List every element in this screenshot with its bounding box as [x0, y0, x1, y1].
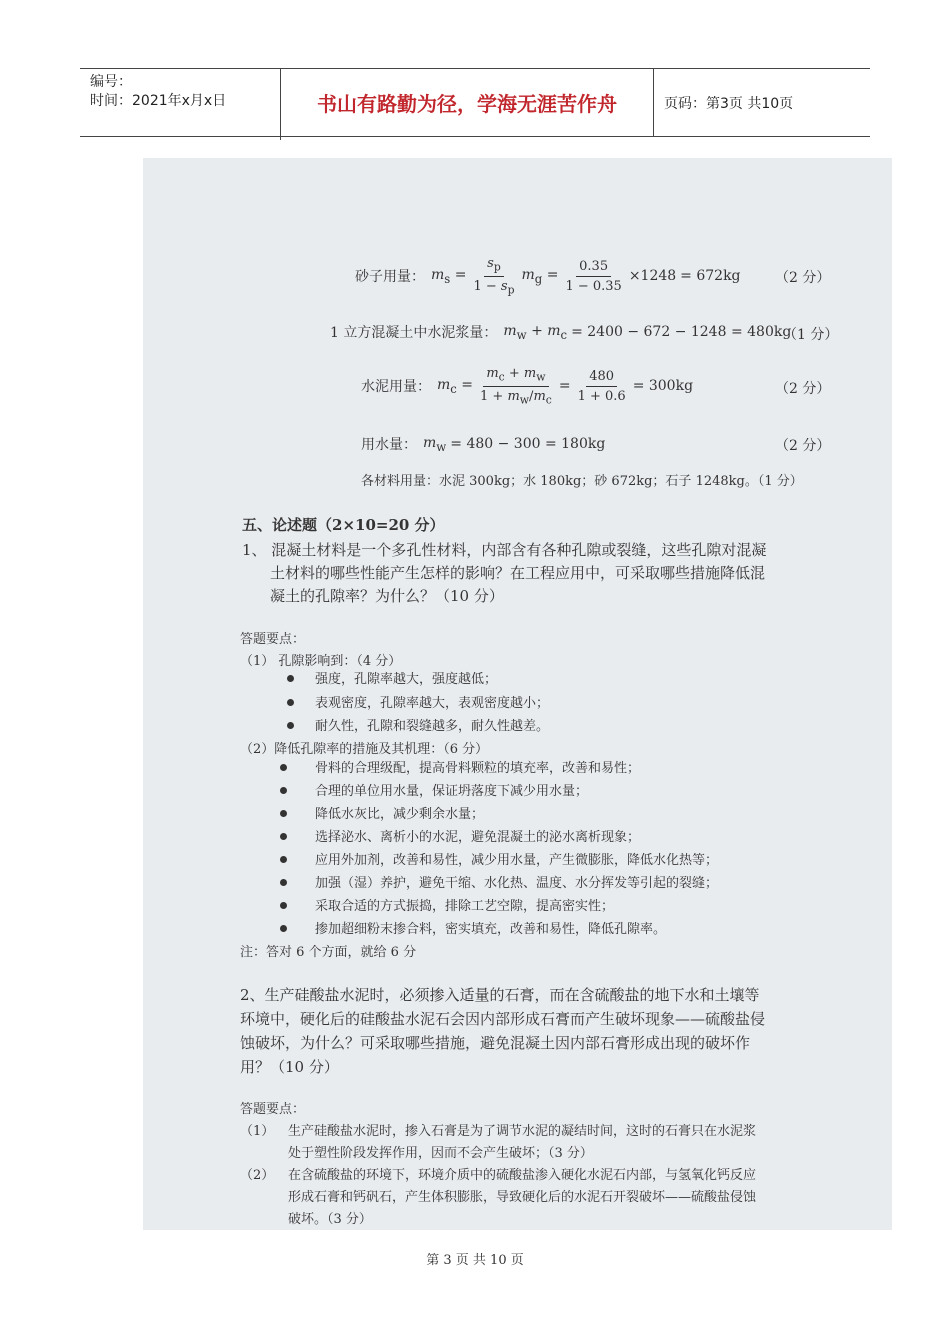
a2-item-num: （2）: [240, 1168, 275, 1183]
water-eq: = 480 − 300 = 180kg: [450, 436, 606, 452]
measure-item: 骨料的合理级配，提高骨料颗粒的填充率，改善和易性；: [315, 761, 641, 776]
measure-item: 应用外加剂，改善和易性，减少用水量，产生微膨胀，降低水化热等；: [315, 853, 719, 868]
paste-label: 1 立方混凝土中水泥浆量：: [330, 325, 498, 341]
answer-head: 答题要点：: [240, 1102, 306, 1117]
cement-num: 480: [586, 369, 617, 387]
a1-part2: （2）降低孔隙率的措施及其机理：（6 分）: [240, 742, 489, 757]
a2-item-line: 生产硅酸盐水泥时，掺入石膏是为了调节水泥的凝结时间，这时的石膏只在水泥浆: [288, 1124, 757, 1139]
q1-line: 1、 混凝土材料是一个多孔性材料，内部含有各种孔隙或裂缝，这些孔隙对混凝: [242, 541, 767, 559]
section-title: 五、论述题（2×10=20 分）: [242, 516, 445, 534]
a2-item-line: 形成石膏和钙矾石，产生体积膨胀，导致硬化后的水泥石开裂破坏——硫酸盐侵蚀: [288, 1190, 757, 1205]
code-label: 编号：: [90, 74, 132, 90]
page-footer: 第 3 页 共 10 页: [426, 1253, 524, 1268]
water-score: （2 分）: [775, 438, 831, 454]
a2-item-line: 处于塑性阶段发挥作用，因而不会产生破坏；（3 分）: [288, 1146, 593, 1161]
bullet-icon: [280, 787, 287, 794]
q1-line: 凝土的孔隙率？为什么？（10 分）: [270, 587, 504, 605]
paste-equation: 1 立方混凝土中水泥浆量： $m_w + m_c$ = 2400 − 672 − 1248 = 480kg: [330, 322, 792, 342]
bullet-icon: [280, 902, 287, 909]
a2-item-line: 破坏。（3 分）: [288, 1212, 372, 1227]
measure-item: 掺加超细粉末掺合料，密实填充，改善和易性，降低孔隙率。: [315, 922, 667, 937]
header-meta: [80, 69, 281, 140]
q2-line: 蚀破坏，为什么？可采取哪些措施，避免混凝土因内部石膏形成出现的破坏作: [240, 1034, 751, 1052]
effect-item: 耐久性，孔隙和裂缝越多，耐久性越差。: [315, 719, 550, 734]
paste-eq: = 2400 − 672 − 1248 = 480kg: [571, 324, 792, 340]
bullet-icon: [280, 925, 287, 932]
effect-item: 强度，孔隙率越大，强度越低；: [315, 672, 498, 687]
sand-result: = 672kg: [680, 268, 741, 285]
q2-line: 用？（10 分）: [240, 1058, 339, 1076]
bullet-icon: [280, 879, 287, 886]
bullet-icon: [287, 699, 294, 706]
sand-equation: 砂子用量： $m_s$ = $\frac{s_p}{1 - s_p}$ $m_g$ = $\frac{0.35}{1 - 0.35}$ ×1248 = 672kg: [355, 256, 741, 297]
a2-item-num: （1）: [240, 1124, 275, 1139]
bullet-icon: [287, 722, 294, 729]
a2-item-line: 在含硫酸盐的环境下，环境介质中的硫酸盐渗入硬化水泥石内部，与氢氧化钙反应: [288, 1168, 757, 1183]
sand-label: 砂子用量：: [355, 269, 425, 286]
measure-item: 采取合适的方式振捣，排除工艺空隙，提高密实性；: [315, 899, 615, 914]
q2-line: 2、生产硅酸盐水泥时，必须掺入适量的石膏，而在含硫酸盐的地下水和土壤等: [240, 986, 760, 1004]
q2-line: 环境中，硬化后的硅酸盐水泥石会因内部形成石膏而产生破坏现象——硫酸盐侵: [240, 1010, 766, 1028]
measure-item: 降低水灰比，减少剩余水量；: [315, 807, 485, 822]
bullet-icon: [287, 675, 294, 682]
effect-item: 表观密度，孔隙率越大，表观密度越小；: [315, 696, 550, 711]
materials-summary: 各材料用量：水泥 300kg；水 180kg；砂 672kg；石子 1248kg。（1 分）: [361, 474, 803, 489]
cement-label: 水泥用量：: [361, 379, 431, 396]
cement-score: （2 分）: [775, 381, 831, 397]
header-page-label: 页码：第3页 共10页: [664, 95, 794, 112]
bullet-icon: [280, 833, 287, 840]
a1-part1: （1） 孔隙影响到：（4 分）: [240, 654, 402, 669]
paste-score: （1 分）: [783, 327, 839, 343]
a1-note: 注：答对 6 个方面，就给 6 分: [240, 945, 417, 960]
date-label: 时间：2021年x月x日: [90, 93, 227, 109]
bullet-icon: [280, 856, 287, 863]
answer-head: 答题要点：: [240, 632, 306, 647]
q1-line: 土材料的哪些性能产生怎样的影响？在工程应用中，可采取哪些措施降低混: [270, 564, 766, 582]
scanned-page: [143, 158, 892, 1230]
measure-item: 合理的单位用水量，保证坍落度下减少用水量；: [315, 784, 589, 799]
measure-item: 选择泌水、离析小的水泥，避免混凝土的泌水离析现象；: [315, 830, 641, 845]
measure-item: 加强（湿）养护，避免干缩、水化热、温度、水分挥发等引起的裂缝；: [315, 876, 719, 891]
cement-den: 1 + 0.6: [577, 388, 626, 404]
water-label: 用水量：: [361, 437, 417, 453]
header-motto: 书山有路勤为径，学海无涯苦作舟: [281, 69, 654, 136]
cement-equation: 水泥用量： $m_c$ = $\frac{m_c + m_w}{1 + m_w/m_c}$ = $\frac{480}{1 + 0.6}$ = 300kg: [361, 366, 694, 407]
bullet-icon: [280, 810, 287, 817]
cement-result: = 300kg: [632, 378, 694, 395]
bullet-icon: [280, 764, 287, 771]
sand-score: （2 分）: [775, 270, 831, 286]
page-header: [80, 68, 870, 137]
water-equation: 用水量： $m_w$ = 480 − 300 = 180kg: [361, 434, 606, 454]
